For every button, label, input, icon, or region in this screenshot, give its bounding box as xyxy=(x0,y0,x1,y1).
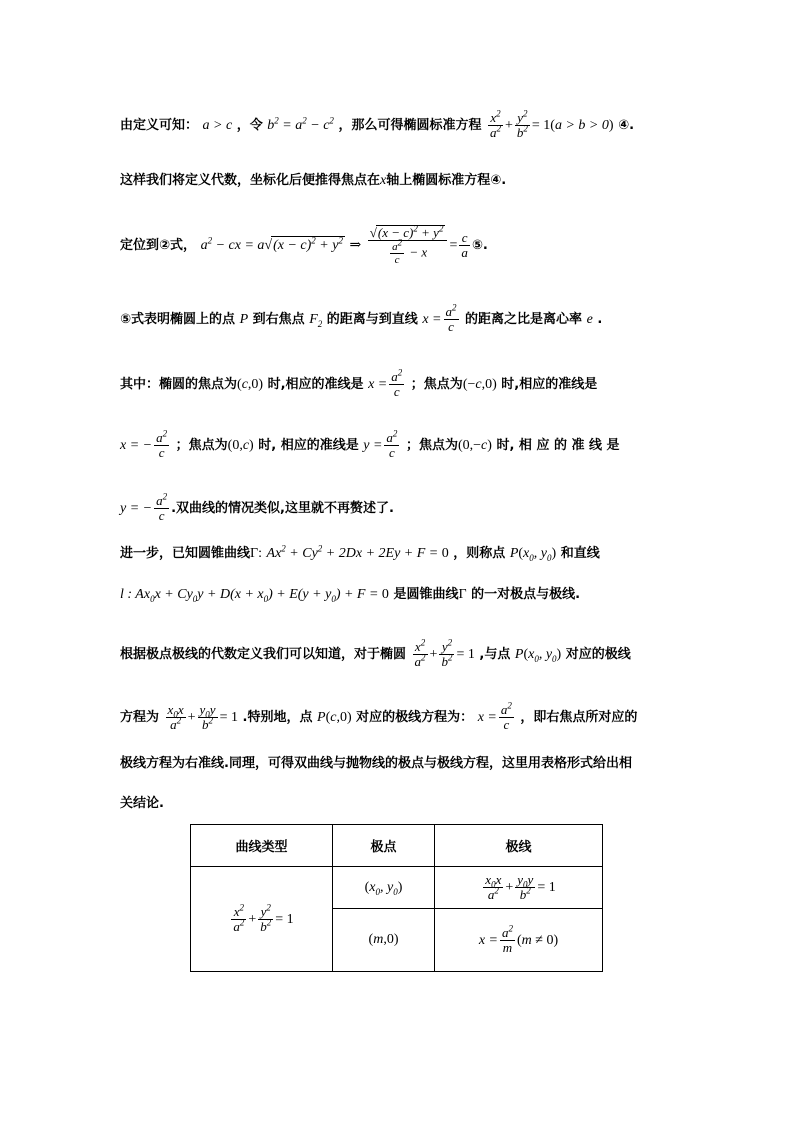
text: 是圆锥曲线 xyxy=(393,587,459,602)
text: . xyxy=(501,173,507,188)
fraction: $\frac{x^2}{a^2}$ xyxy=(490,108,501,140)
text: ；焦点为 xyxy=(410,377,463,392)
fraction: $√(x - c)^2 + y^2$ $\frac{a^2}{c}$ − x xyxy=(368,225,448,266)
fraction: $\frac{a^2}{c}$ xyxy=(500,700,512,732)
text: ，令 xyxy=(236,118,263,133)
fraction: $\frac{x_0x}{a^2}$ xyxy=(167,702,184,732)
paragraph-10: 根据极点极线的代数定义我们可以知道，对于椭圆 $\frac{x^2}{a^2}$ + $\frac{y^2}{b^2}$ = 1 ,与点 $P(x_0$, $y_0$) 对应的极线 xyxy=(120,637,631,669)
text: 对应的极线 xyxy=(565,647,631,662)
math: e xyxy=(586,312,593,327)
cell-pole: (m,0) xyxy=(333,909,435,972)
header-polar: 极线 xyxy=(435,825,603,867)
equation-marker: ④ xyxy=(490,173,502,188)
table-header-row xyxy=(191,825,603,867)
equation-marker: ⑤ xyxy=(120,312,132,327)
text: 时,相应的准线是 xyxy=(267,377,364,392)
math: $b^2 = a^2 - c^2$ xyxy=(267,115,334,133)
math: x = xyxy=(422,312,442,327)
cell-pole: ($x_0$, $y_0$) xyxy=(333,867,435,909)
header-curve-type: 曲线类型 xyxy=(191,825,333,867)
cell-polar: $\frac{x_0x}{a^2}$ + $\frac{y_0y}{b^2}$ = 1 xyxy=(435,867,603,909)
fraction: $\frac{y^2}{b^2}$ xyxy=(516,108,528,140)
text: 对应的极线方程为： xyxy=(356,710,474,725)
text: 的一对极点与极线. xyxy=(471,587,581,602)
text: 这样我们将定义代数，坐标化后便推得焦点在 xyxy=(120,173,381,188)
paragraph-13 xyxy=(120,795,164,813)
paragraph-1: 由定义可知： a > c ，令 $b^2 = a^2 - c^2$ ，那么可得椭圆标准方程 $\frac{x^2}{a^2}$ + $\frac{y^2}{b^2}$ = 1(a > b > 0) ④. xyxy=(120,108,635,140)
text: ，那么可得椭圆标准方程 xyxy=(338,118,482,133)
text: 到右焦点 xyxy=(252,312,305,327)
math: $F_2$ xyxy=(309,312,323,329)
text: 定位到 xyxy=(120,238,160,253)
fraction: $\frac{a^2}{c}$ xyxy=(445,302,457,334)
paragraph-11: 方程为 $\frac{x_0x}{a^2}$ + $\frac{y_0y}{b^2}$ = 1 .特别地，点 P(c,0) 对应的极线方程为： x = $\frac{a^2}{c}$ ，即右焦点所对应的 xyxy=(120,700,638,732)
paragraph-3: 定位到②式， $a^2$ − cx = $a√(x - c)^2 + y^2$ ⇒ $√(x - c)^2 + y^2$ $\frac{a^2}{c}$ − x = $\frac{c}{a}$ ⑤. xyxy=(120,223,488,266)
text: .特别地，点 xyxy=(242,710,313,725)
text: 的距离之比是离心率 xyxy=(465,312,583,327)
fraction: $\frac{y^2}{b^2}$ xyxy=(441,637,453,669)
equation-marker: ⑤ xyxy=(471,238,483,253)
text: 由定义可知： xyxy=(120,118,199,133)
text: ,与点 xyxy=(479,647,511,662)
paragraph-7: y = − $\frac{a^2}{c}$ .双曲线的情况类似,这里就不再赘述了. xyxy=(120,491,394,523)
paragraph-5: 其中：椭圆的焦点为(c,0) 时,相应的准线是 x = $\frac{a^2}{c}$ ；焦点为(−c,0) 时,相应的准线是 xyxy=(120,367,598,399)
math: x xyxy=(380,173,387,188)
math: P xyxy=(239,312,249,327)
text: ；焦点为 xyxy=(405,438,458,453)
fraction: $\frac{c}{a}$ xyxy=(461,230,468,260)
fraction: $\frac{y_0y}{b^2}$ xyxy=(199,702,216,732)
table-row xyxy=(191,867,603,909)
text: 和直线 xyxy=(560,546,600,561)
paragraph-12 xyxy=(120,755,632,773)
text: ，则称点 xyxy=(453,546,506,561)
fraction: $\frac{a^2}{c}$ xyxy=(386,428,398,460)
cell-curve: $\frac{x^2}{a^2}$ + $\frac{y^2}{b^2}$ = 1 xyxy=(191,867,333,972)
text: 时, 相应的准线是 xyxy=(258,438,359,453)
paragraph-9: l : $Ax_0x + Cy_0y + D(x + x_0) + E(y + y_0) + F = 0$ 是圆锥曲线Γ 的一对极点与极线. xyxy=(120,587,581,604)
header-pole: 极点 xyxy=(333,825,435,867)
text: .双曲线的情况类似,这里就不再赘述了. xyxy=(171,501,394,516)
text: 时,相应的准线是 xyxy=(501,377,598,392)
text: . xyxy=(482,238,488,253)
text: ，即右焦点所对应的 xyxy=(520,710,638,725)
paragraph-2 xyxy=(120,172,506,190)
math: $a^2$ − cx = a xyxy=(200,235,265,253)
text: 根据极点极线的代数定义我们可以知道，对于椭圆 xyxy=(120,647,407,662)
text: 式， xyxy=(170,238,197,253)
text: 轴上椭圆标准方程 xyxy=(386,173,491,188)
text: 方程为 xyxy=(120,710,160,725)
text: 的距离与到直线 xyxy=(326,312,418,327)
paragraph-4 xyxy=(120,302,603,334)
equation-marker: ④ xyxy=(618,118,630,133)
fraction: $\frac{a^2}{c}$ xyxy=(391,367,403,399)
text: 极线方程为右准线.同理，可得双曲线与抛物线的极点与极线方程，这里用表格形式给出相 xyxy=(120,756,632,771)
text: ；焦点为 xyxy=(175,438,228,453)
text: 时, 相 应 的 准 线 是 xyxy=(496,438,620,453)
fraction: $\frac{a^2}{c}$ xyxy=(156,428,168,460)
equation-marker: ② xyxy=(159,238,171,253)
text: 关结论. xyxy=(120,796,164,811)
cell-polar: x = $\frac{a^2}{m}$ (m ≠ 0) xyxy=(435,909,603,972)
text: . xyxy=(597,312,603,327)
fraction: $\frac{a^2}{c}$ xyxy=(156,491,168,523)
text: 进一步，已知圆锥曲线 xyxy=(120,546,251,561)
math: a > c xyxy=(202,118,233,133)
fraction: $\frac{x^2}{a^2}$ xyxy=(414,637,426,669)
text: 其中：椭圆的焦点为 xyxy=(120,377,238,392)
pole-polar-table xyxy=(190,824,603,972)
text: . xyxy=(629,118,635,133)
paragraph-8: 进一步，已知圆锥曲线Γ: $Ax^2 + Cy^2 + 2Dx + 2Ey + F = 0$ ，则称点 $P(x_0$, $y_0$) 和直线 xyxy=(120,543,600,563)
text: 式表明椭圆上的点 xyxy=(131,312,236,327)
paragraph-6: x = − $\frac{a^2}{c}$ ；焦点为(0,c) 时, 相应的准线是 y = $\frac{a^2}{c}$ ；焦点为(0,−c) 时, 相 应 的 准 线 是 xyxy=(120,428,620,460)
